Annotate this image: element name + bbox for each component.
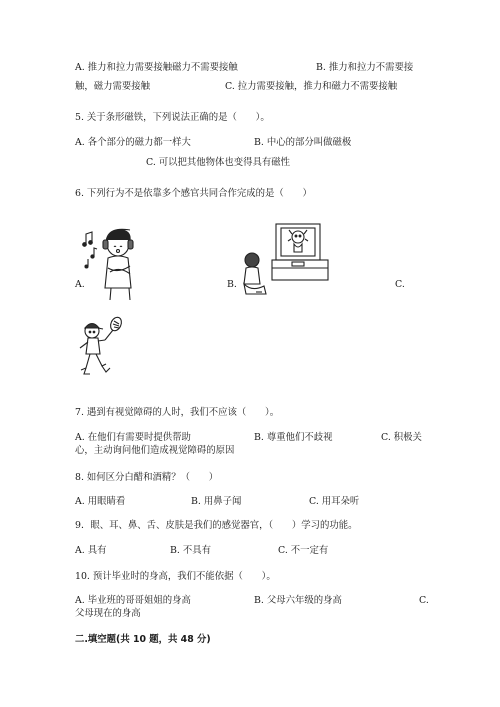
q7-option-c-continued: 心，主动询问他们造成视觉障碍的原因: [75, 445, 235, 456]
q9-option-b: B. 不具有: [170, 545, 211, 556]
child-watching-tv-illustration: [236, 222, 332, 304]
section-heading-fill-in: 二.填空题(共 10 题，共 48 分): [75, 634, 211, 645]
q10-option-c: C.: [419, 595, 429, 606]
q5-option-c: C. 可以把其他物体也变得具有磁性: [146, 157, 291, 168]
q4-option-a: A. 推力和拉力需要接触磁力不需要接触: [75, 62, 238, 73]
q9-option-c: C. 不一定有: [278, 545, 329, 556]
q8-option-a: A. 用眼睛看: [75, 496, 126, 507]
q6-option-a: A.: [75, 279, 85, 290]
child-playing-badminton-illustration: [76, 315, 126, 381]
q4-option-c: C. 拉力需要接触，推力和磁力不需要接触: [225, 81, 398, 92]
q4-option-b: B. 推力和拉力不需要接: [316, 62, 414, 73]
q8-stem: 8. 如何区分白醋和酒精？（ ）: [75, 472, 219, 483]
q8-option-b: B. 用鼻子闻: [191, 496, 242, 507]
q9-option-a: A. 具有: [75, 545, 107, 556]
q6-stem: 6. 下列行为不是依靠多个感官共同合作完成的是（ ）: [75, 188, 312, 199]
q4-option-b-continued: 触，磁力需要接触: [75, 81, 151, 92]
q10-option-c-continued: 父母现在的身高: [75, 608, 141, 619]
q9-stem: 9．眼、耳、鼻、舌、皮肤是我们的感觉器官，（ ）学习的功能。: [75, 520, 358, 531]
q6-option-c: C.: [395, 279, 405, 290]
q8-option-c: C. 用耳朵听: [309, 496, 360, 507]
q10-option-a: A. 毕业班的哥哥姐姐的身高: [75, 595, 191, 606]
q6-option-b: B.: [227, 279, 237, 290]
q7-option-b: B. 尊重他们不歧视: [254, 432, 333, 443]
q7-option-a: A. 在他们有需要时提供帮助: [75, 432, 191, 443]
q7-stem: 7. 遇到有视觉障碍的人时，我们不应该（ ）。: [75, 407, 280, 418]
q5-stem: 5. 关于条形磁铁，下列说法正确的是（ ）。: [75, 112, 270, 123]
q5-option-a: A. 各个部分的磁力都一样大: [75, 137, 191, 148]
q10-option-b: B. 父母六年级的身高: [254, 595, 342, 606]
q5-option-b: B. 中心的部分叫做磁极: [254, 137, 352, 148]
q10-stem: 10. 预计毕业时的身高，我们不能依据（ ）。: [75, 571, 276, 582]
q7-option-c: C. 积极关: [381, 432, 422, 443]
child-with-headphones-illustration: [80, 222, 158, 302]
